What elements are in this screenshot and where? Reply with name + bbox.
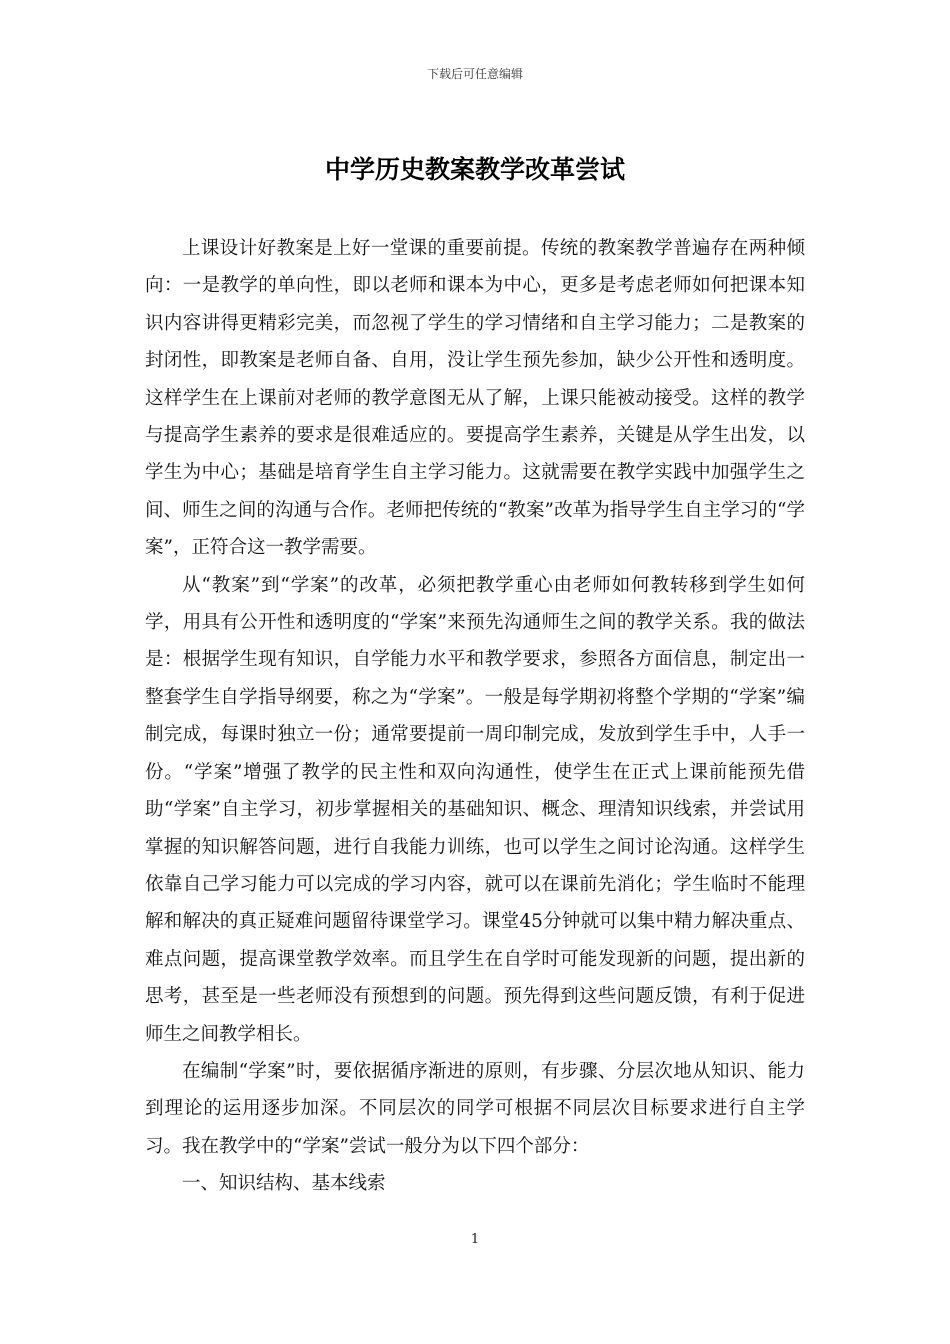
page-number: 1 (470, 1232, 480, 1247)
paragraph-2: 从“教案”到“学案”的改革，必须把教学重心由老师如何教转移到学生如何学，用具有公开性和透明度的“学案”来预先沟通师生之间的教学关系。我的做法是：根据学生现有知识，自学能力水平和教学要求，参照各方面信息，制定出一整套学生自学指导纲要，称之为“学案”。一般是每学期初将整个学期的“学案”编制完成，每课时独立一份；通常要提前一周印制完成，发放到学生手中，人手一份。“学案”增强了教学的民主性和双向沟通性，使学生在正式上课前能预先借助“学案”自主学习，初步掌握相关的基础知识、概念、理清知识线索，并尝试用掌握的知识解答问题，进行自我能力训练，也可以学生之间讨论沟通。这样学生依靠自己学习能力可以完成的学习内容，就可以在课前先消化；学生临时不能理解和解决的真正疑难问题留待课堂学习。课堂45分钟就可以集中精力解决重点、难点问题，提高课堂教学效率。而且学生在自学时可能发现新的问题，提出新的思考，甚至是一些老师没有预想到的问题。预先得到这些问题反馈，有利于促进师生之间教学相长。 (145, 574, 805, 1045)
paragraph-3: 在编制“学案”时，要依据循序渐进的原则，有步骤、分层次地从知识、能力到理论的运用逐步加深。不同层次的同学可根据不同层次目标要求进行自主学习。我在教学中的“学案”尝试一般分为以下四个部分： (145, 1060, 805, 1157)
page-header-note: 下载后可任意编辑 (426, 67, 523, 81)
section-heading-1: 一、知识结构、基本线索 (182, 1173, 386, 1195)
paragraph-1: 上课设计好教案是上好一堂课的重要前提。传统的教案教学普遍存在两种倾向：一是教学的单向性，即以老师和课本为中心，更多是考虑老师如何把课本知识内容讲得更精彩完美，而忽视了学生的学习情绪和自主学习能力；二是教案的封闭性，即教案是老师自备、自用，没让学生预先参加，缺少公开性和透明度。这样学生在上课前对老师的教学意图无从了解，上课只能被动接受。这样的教学与提高学生素养的要求是很难适应的。要提高学生素养，关键是从学生出发，以学生为中心；基础是培育学生自主学习能力。这就需要在教学实践中加强学生之间、师生之间的沟通与合作。老师把传统的“教案”改革为指导学生自主学习的“学案”，正符合这一教学需要。 (145, 238, 805, 559)
document-body (145, 230, 805, 1203)
document-title: 中学历史教案教学改革尝试 (324, 155, 625, 184)
